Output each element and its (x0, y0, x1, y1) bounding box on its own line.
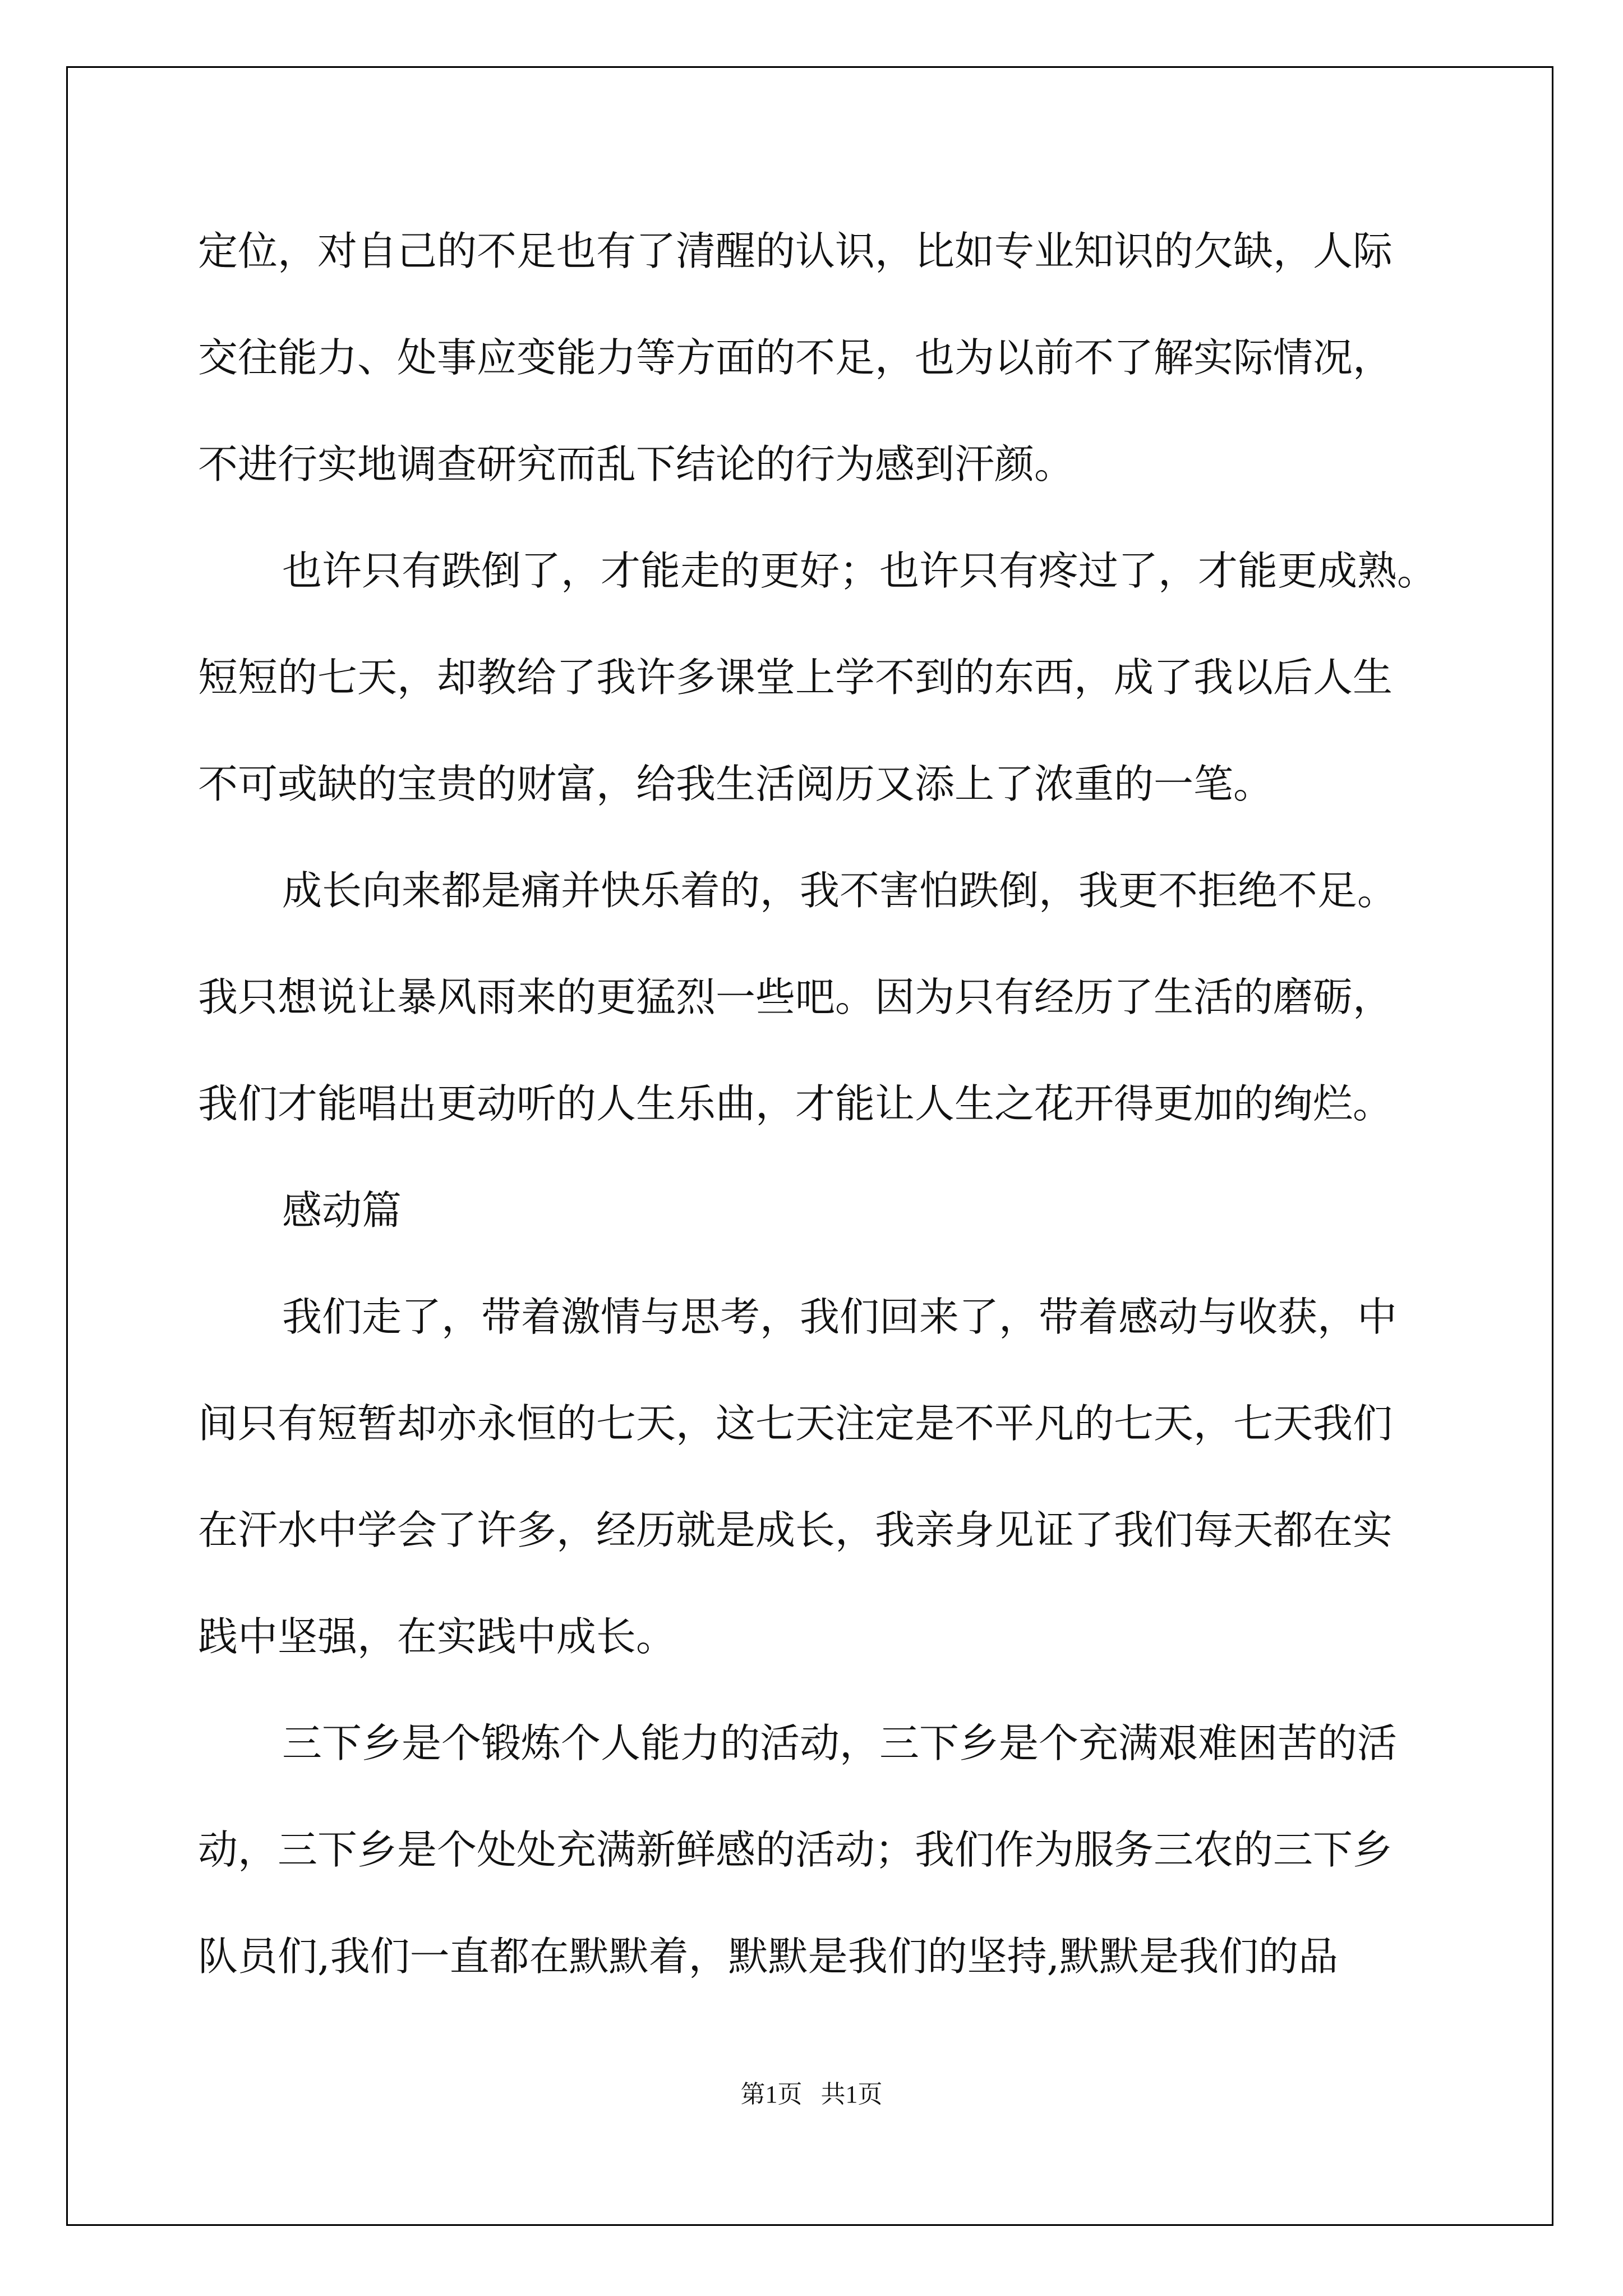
text-line: 交往能力、处事应变能力等方面的不足，也为以前不了解实际情况， (198, 334, 1393, 381)
text-line: 短短的七天，却教给了我许多课堂上学不到的东西，成了我以后人生 (198, 654, 1393, 701)
paragraph-start-line: 我们走了，带着激情与思考，我们回来了，带着感动与收获，中 (282, 1294, 1398, 1340)
text-line: 我只想说让暴风雨来的更猛烈一些吧。因为只有经历了生活的磨砺， (198, 974, 1393, 1020)
text-line: 队员们,我们一直都在默默着，默默是我们的坚持,默默是我们的品 (198, 1933, 1339, 1980)
text-line: 践中坚强，在实践中成长。 (198, 1613, 676, 1660)
paragraph-start-line: 也许只有跌倒了，才能走的更好；也许只有疼过了，才能更成熟。 (282, 547, 1437, 594)
section-heading: 感动篇 (282, 1187, 402, 1234)
text-line: 不进行实地调查研究而乱下结论的行为感到汗颜。 (198, 441, 1075, 487)
text-line: 定位，对自己的不足也有了清醒的认识，比如专业知识的欠缺，人际 (198, 228, 1393, 274)
paragraph-start-line: 三下乡是个锻炼个人能力的活动，三下乡是个充满艰难困苦的活 (282, 1720, 1398, 1766)
text-line: 动，三下乡是个处处充满新鲜感的活动；我们作为服务三农的三下乡 (198, 1826, 1393, 1873)
page-footer: 第1页 共1页 (740, 2081, 883, 2108)
text-line: 在汗水中学会了许多，经历就是成长，我亲身见证了我们每天都在实 (198, 1507, 1393, 1553)
text-line: 间只有短暂却亦永恒的七天，这七天注定是不平凡的七天，七天我们 (198, 1400, 1393, 1447)
paragraph-start-line: 成长向来都是痛并快乐着的，我不害怕跌倒，我更不拒绝不足。 (282, 867, 1398, 914)
text-line: 不可或缺的宝贵的财富，给我生活阅历又添上了浓重的一笔。 (198, 761, 1274, 807)
page-border (66, 66, 1553, 2226)
text-line: 我们才能唱出更动听的人生乐曲，才能让人生之花开得更加的绚烂。 (198, 1080, 1393, 1127)
